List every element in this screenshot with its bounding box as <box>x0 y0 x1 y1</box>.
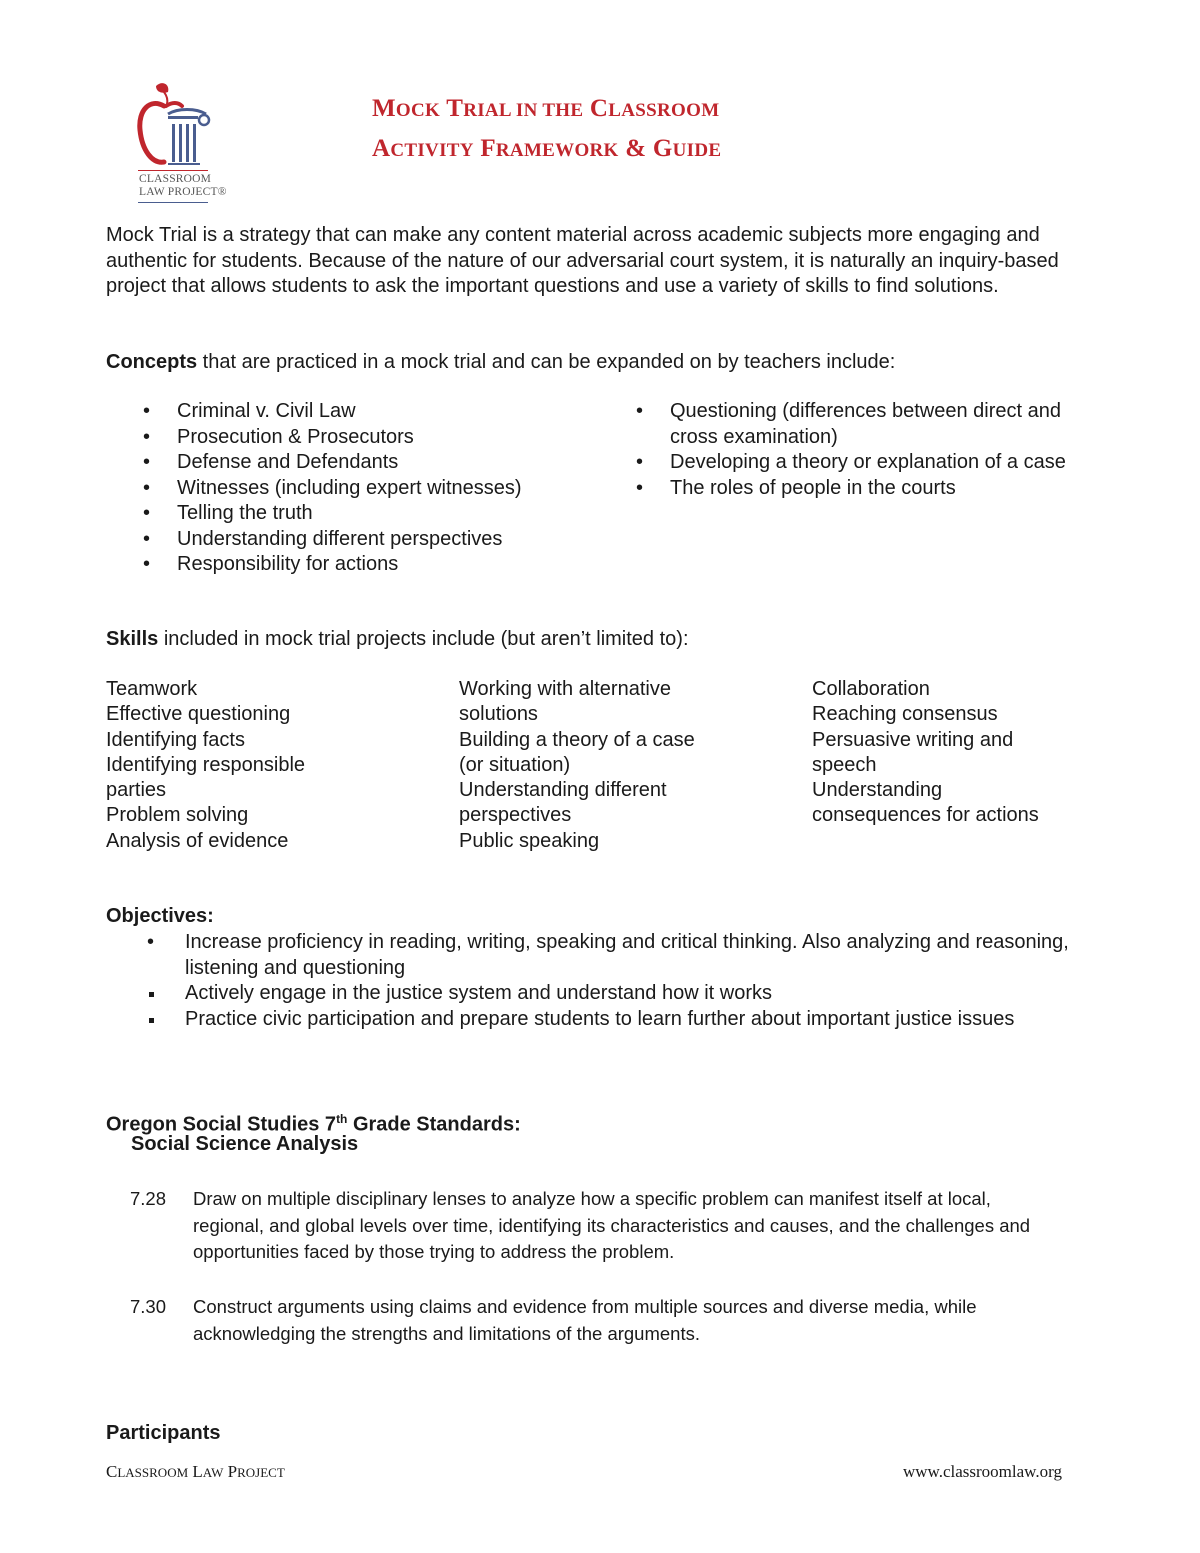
list-item: • Defense and Defendants <box>143 450 603 476</box>
skill-line: (or situation) <box>459 753 571 776</box>
list-item: • Telling the truth <box>143 501 603 527</box>
skill-line: Teamwork <box>106 678 198 700</box>
skill-line: Analysis of evidence <box>106 829 289 852</box>
skill-line: Public speaking <box>459 829 600 852</box>
document-title <box>372 90 721 170</box>
skills-column-2 <box>459 677 695 854</box>
objective-item: Practice civic participation and prepare students to learn further about important justice issues <box>140 1007 1080 1033</box>
skills-intro: Skills included in mock trial projects include (but aren’t limited to): <box>106 628 689 650</box>
standards-subheading: Social Science Analysis <box>131 1133 359 1155</box>
skill-line: Identifying facts <box>106 728 245 751</box>
skill-line: Building a theory of a case <box>459 728 695 751</box>
list-item: • Developing a theory or explanation of a case <box>636 450 1081 476</box>
objective-item: • Increase proficiency in reading, writing, speaking and critical thinking. Also analyzing and reasoning, listening and questioning <box>147 931 1069 979</box>
participants-heading: Participants <box>106 1422 221 1444</box>
skill-line: parties <box>106 779 167 802</box>
skill-line: Working with alternative <box>459 678 671 700</box>
skill-line: Problem solving <box>106 804 249 827</box>
title-line-2: ACTIVITY FRAMEWORK & GUIDE <box>372 135 722 162</box>
concepts-list-right <box>636 399 1081 501</box>
list-item: • Understanding different perspectives <box>143 527 603 553</box>
skill-line: Persuasive writing and <box>812 728 1014 751</box>
title-line-1: MOCK TRIAL IN THE CLASSROOM <box>372 95 720 122</box>
list-item: • Witnesses (including expert witnesses) <box>143 476 603 502</box>
skill-line: solutions <box>459 703 538 726</box>
intro-paragraph: Mock Trial is a strategy that can make any content material across academic subjects more engaging and authentic for students. Because of the nature of our adversarial court system, it is naturally an inquiry-based project that allows students to ask the important questions and use a variety of skills to find solutions. <box>106 224 1059 297</box>
list-item: • Questioning (differences between direct and cross examination) <box>636 399 1081 450</box>
skill-line: perspectives <box>459 804 572 827</box>
logo-wordmark: CLASSROOM LAW PROJECT® <box>139 173 227 198</box>
skill-line: consequences for actions <box>812 804 1039 827</box>
footer-website-link[interactable]: www.classroomlaw.org <box>903 1462 1062 1481</box>
concepts-intro: Concepts that are practiced in a mock trial and can be expanded on by teachers include: <box>106 351 896 373</box>
list-item: • Criminal v. Civil Law <box>143 399 603 425</box>
skill-line: Understanding different <box>459 779 667 802</box>
standards-heading: Oregon Social Studies 7th Grade Standards: <box>106 1112 521 1136</box>
list-item: • Responsibility for actions <box>143 552 603 578</box>
skill-line: speech <box>812 753 877 776</box>
skill-line: Understanding <box>812 779 943 802</box>
skills-column-3 <box>812 677 1039 829</box>
standard-item: 7.30 Construct arguments using claims and evidence from multiple sources and diverse media, while acknowledging the strengths and limitations of the arguments. <box>130 1296 977 1344</box>
skills-column-1 <box>106 677 305 854</box>
skill-line: Reaching consensus <box>812 703 998 726</box>
footer-organization: CLASSROOM LAW PROJECT <box>106 1462 285 1481</box>
objectives-list <box>140 930 1080 1032</box>
skill-line: Effective questioning <box>106 703 291 726</box>
list-item: • The roles of people in the courts <box>636 476 1081 502</box>
standard-item: 7.28 Draw on multiple disciplinary lenses to analyze how a specific problem can manifest itself at local, regional, and global levels over time, identifying its characteristics and causes, and the challenges and opportunities faced by those trying to address the problem. <box>130 1188 1031 1262</box>
concepts-list-left <box>143 399 603 578</box>
objectives-heading: Objectives: <box>106 905 214 927</box>
objective-item: Actively engage in the justice system and understand how it works <box>140 981 1080 1007</box>
skill-line: Identifying responsible <box>106 753 306 776</box>
skill-line: Collaboration <box>812 678 930 700</box>
list-item: • Prosecution & Prosecutors <box>143 425 603 451</box>
